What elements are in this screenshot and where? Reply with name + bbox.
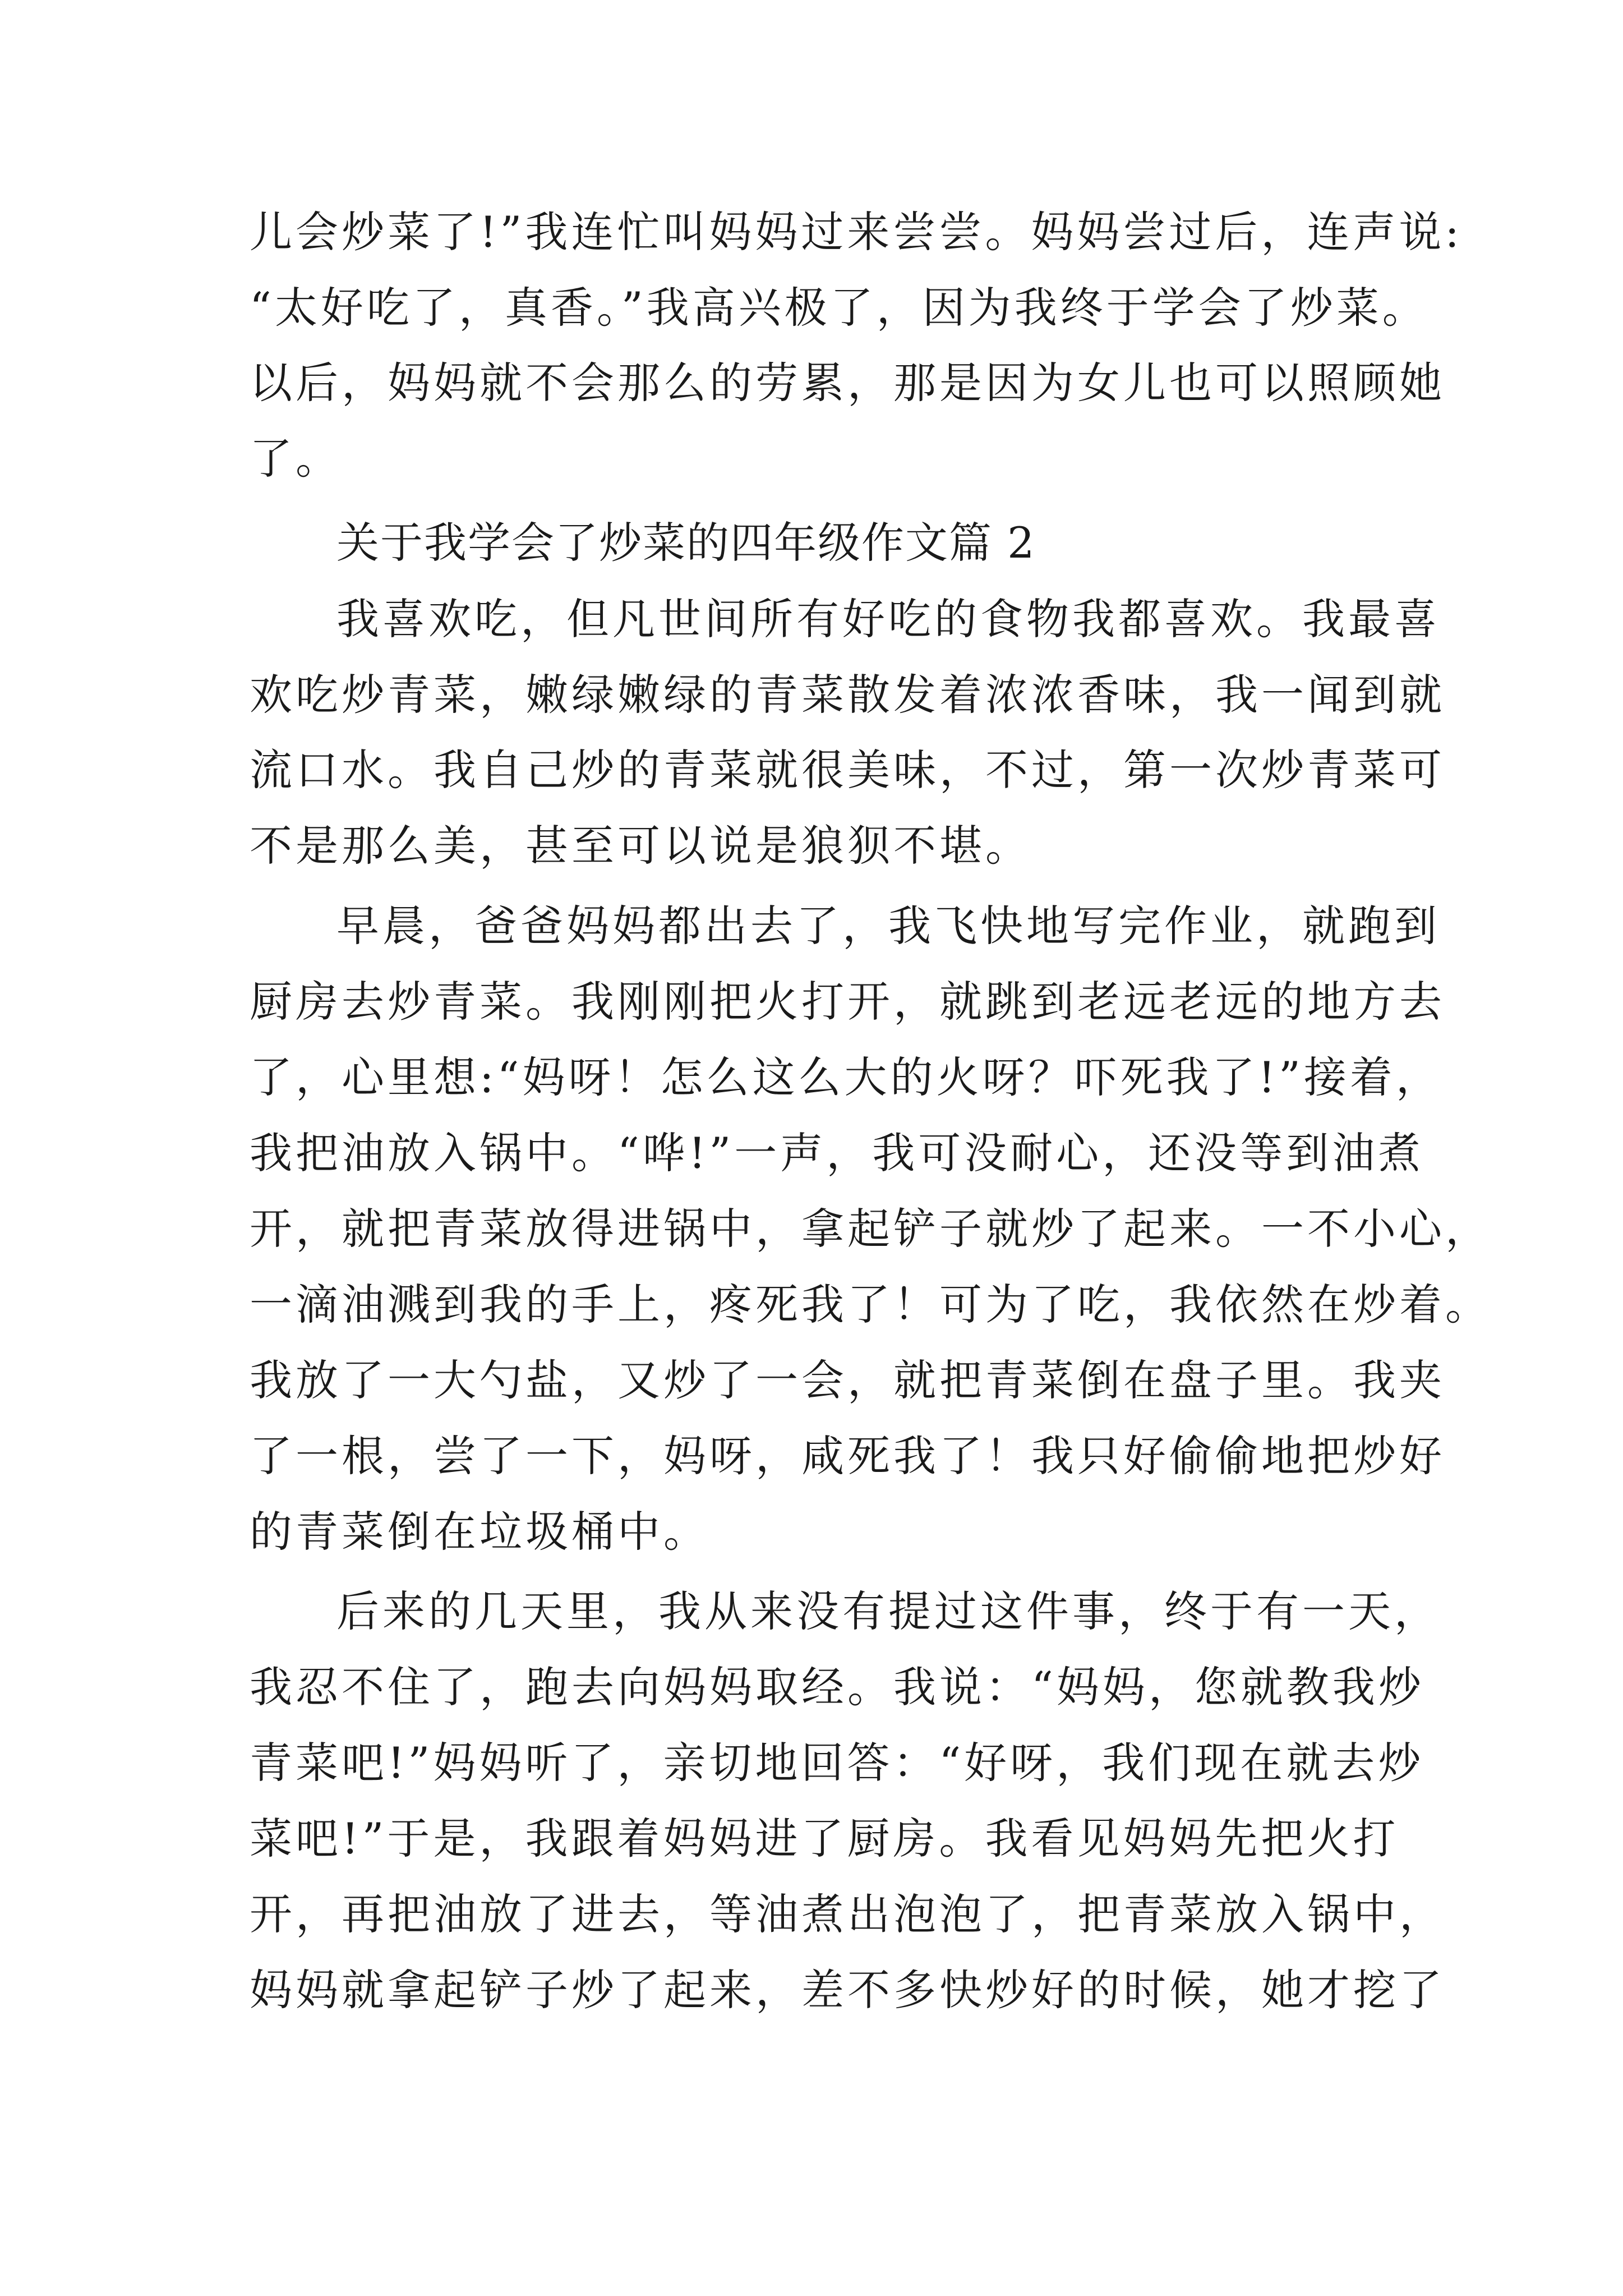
text-line: 我把油放入锅中。“哗!”一声，我可没耐心，还没等到油煮 [250,1128,1424,1178]
text-line: 了。 [250,434,342,484]
text-line: 我放了一大勺盐，又炒了一会，就把青菜倒在盘子里。我夹 [250,1355,1445,1405]
text-line: 以后，妈妈就不会那么的劳累，那是因为女儿也可以照顾她 [250,358,1445,408]
text-line: 我忍不住了，跑去向妈妈取经。我说：“妈妈，您就教我炒 [250,1662,1424,1712]
text-line: 我喜欢吃，但凡世间所有好吃的食物我都喜欢。我最喜 [336,594,1440,644]
text-line: 开，就把青菜放得进锅中，拿起铲子就炒了起来。一不小心， [250,1204,1491,1254]
text-line: 儿会炒菜了!”我连忙叫妈妈过来尝尝。妈妈尝过后，连声说: [250,207,1463,257]
text-line: 一滴油溅到我的手上，疼死我了！可为了吃，我依然在炒着。 [250,1280,1491,1329]
text-line: 后来的几天里，我从来没有提过这件事，终于有一天， [336,1586,1440,1636]
text-line: 菜吧!”于是，我跟着妈妈进了厨房。我看见妈妈先把火打 [250,1814,1399,1864]
text-line: 早晨，爸爸妈妈都出去了，我飞快地写完作业，就跑到 [336,901,1440,951]
text-line: 开，再把油放了进去，等油煮出泡泡了，把青菜放入锅中， [250,1889,1445,1939]
section-heading: 关于我学会了炒菜的四年级作文篇 2 [336,518,1036,568]
text-line: 流口水。我自己炒的青菜就很美味，不过，第一次炒青菜可 [250,745,1445,795]
text-line: “太好吃了，真香。”我高兴极了，因为我终于学会了炒菜。 [250,283,1428,333]
text-line: 青菜吧!”妈妈听了，亲切地回答：“好呀，我们现在就去炒 [250,1738,1424,1788]
text-line: 欢吃炒青菜，嫩绿嫩绿的青菜散发着浓浓香味，我一闻到就 [250,670,1445,720]
text-line: 了一根，尝了一下，妈呀，咸死我了！我只好偷偷地把炒好 [250,1431,1445,1481]
text-line: 的青菜倒在垃圾桶中。 [250,1507,709,1557]
text-line: 不是那么美，甚至可以说是狼狈不堪。 [250,821,1031,871]
text-line: 妈妈就拿起铲子炒了起来，差不多快炒好的时候，她才挖了 [250,1965,1445,2015]
text-line: 厨房去炒青菜。我刚刚把火打开，就跳到老远老远的地方去 [250,977,1445,1027]
text-line: 了，心里想:“妈呀！怎么这么大的火呀？吓死我了!”接着， [250,1052,1442,1102]
